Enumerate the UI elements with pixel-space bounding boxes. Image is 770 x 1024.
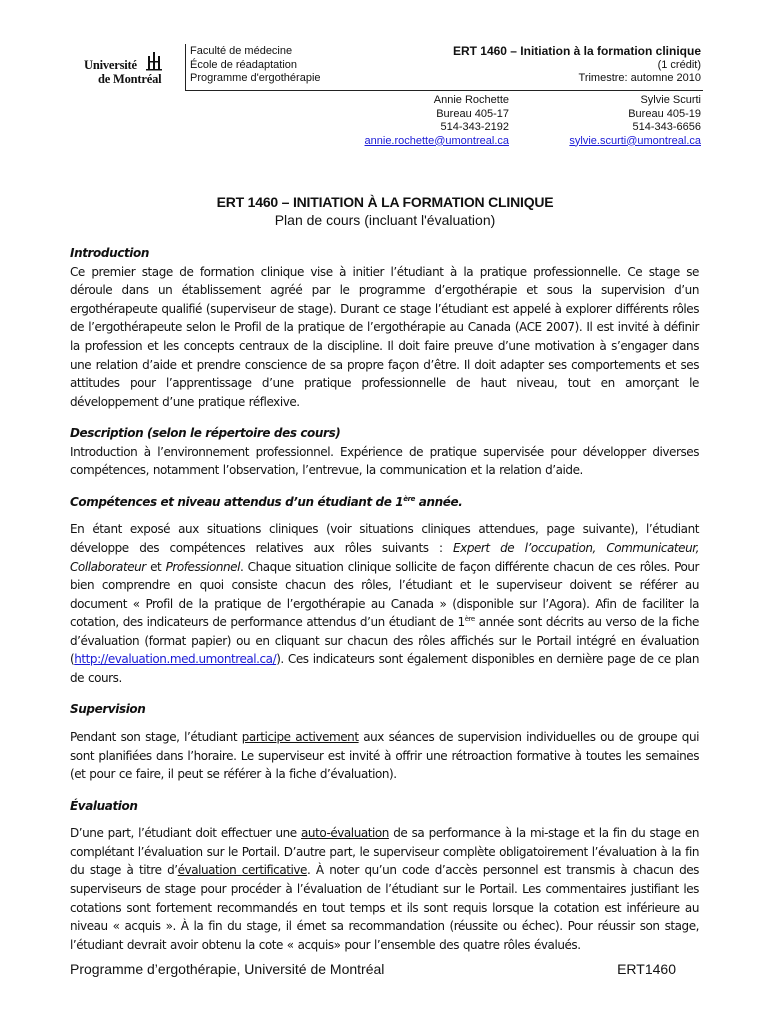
section-heading-introduction: Introduction bbox=[70, 246, 149, 260]
course-header-title: ERT 1460 – Initiation à la formation clinique bbox=[452, 44, 701, 58]
contact-office: Bureau 405-19 bbox=[628, 107, 701, 120]
document-body bbox=[70, 244, 699, 954]
course-term: Trimestre: automne 2010 bbox=[578, 72, 701, 84]
contact-office: Bureau 405-17 bbox=[436, 107, 509, 120]
evaluation-portal-link[interactable]: http://evaluation.med.umontreal.ca/ bbox=[74, 652, 277, 667]
competences-paragraph: En étant exposé aux situations cliniques (voir situations cliniques attendues, page suivante), l’étudiant développe des compétences relatives aux rôles suivants : Expert de l’occupation, Communicateur, Collaborateur et Professionnel. Chaque situation clinique sollicite de façon différente chacun de ces rôles. Pour bien comprendre en quoi consiste chacun des rôles, l’étudiant et le superviseur doivent se référer au document « Profil de la pratique de l’ergothérapie au Canada » (disponible sur l’Agora). Afin de faciliter la cotation, des indicateurs de performance attendus d’un étudiant de 1ère année sont décrits au verso de la fiche d’évaluation (format papier) ou en cliquant sur chacun des rôles affichés sur le Portail intégré en évaluation (http://evaluation.med.umontreal.ca/). Ces indicateurs sont également disponibles en dernière page de ce plan de cours. bbox=[70, 522, 699, 686]
section-heading-description: Description (selon le répertoire des cours) bbox=[70, 426, 341, 441]
section-heading-competences: Compétences et niveau attendus d’un étudiant de 1ère année. bbox=[70, 494, 463, 509]
contact-email-link[interactable]: annie.rochette@umontreal.ca bbox=[364, 134, 509, 147]
contact-name: Annie Rochette bbox=[433, 94, 509, 106]
introduction-paragraph: Ce premier stage de formation clinique vise à initier l’étudiant à la pratique professionnelle. Ce stage se déroule dans un établissement agréé par le programme d’ergothérapie et sous la supervision d’un ergothérapeute qualifié (superviseur de stage). Durant ce stage l’étudiant est appelé à explorer différents rôles de l’ergothérapeute selon le Profil de la pratique de l’ergothérapie au Canada (ACE 2007). Il est invité à définir la profession et les concepts centraux de la discipline. Il doit faire preuve d’une motivation à s’engager dans une relation d’aide et prendre conscience de sa propre façon d’être. Il doit adapter ses comportements et ses attitudes pour l’apprentissage d’une pratique professionnelle de haut niveau, tout en amorçant le développement d’une pratique réflexive. bbox=[70, 264, 699, 409]
university-emblem-icon bbox=[146, 52, 168, 72]
section-heading-supervision: Supervision bbox=[70, 702, 146, 717]
contact-name: Sylvie Scurti bbox=[640, 94, 701, 106]
header-horizontal-rule bbox=[185, 90, 703, 91]
school-name: École de réadaptation bbox=[190, 58, 298, 71]
program-name: Programme d'ergothérapie bbox=[190, 72, 321, 84]
faculty-name: Faculté de médecine bbox=[190, 45, 293, 57]
evaluation-paragraph: D’une part, l’étudiant doit effectuer une auto-évaluation de sa performance à la mi-stage et la fin du stage en complétant l’évaluation sur le Portail. D’autre part, le superviseur complète obligatoirement l’évaluation à la fin du stage à titre d’évaluation certificative. À noter qu’un code d’accès personnel est transmis à chacun des superviseurs de stage pour procéder à l’évaluation de l’étudiant sur le Portail. Les commentaires justifiant les cotations sont fortement recommandés en tout temps et ils sont requis lorsque la cotation est inférieure au niveau « acquis ». À la fin du stage, il émet sa recommandation (réussite ou échec). Pour réussir son stage, l’étudiant devrait avoir obtenu la cote « acquis» pour l’ensemble des quatre rôles évalués. bbox=[70, 826, 699, 952]
university-name-line1: Université bbox=[84, 58, 137, 72]
supervision-paragraph: Pendant son stage, l’étudiant participe activement aux séances de supervision individuelles ou de groupe qui sont planifiées dans l’horaire. Le superviseur est invité à offrir une rétroaction formative à toutes les semaines (et pour ce faire, il peut se référer à la fiche d’évaluation). bbox=[70, 730, 699, 782]
contact-email-link[interactable]: sylvie.scurti@umontreal.ca bbox=[569, 134, 701, 147]
contact-phone: 514-343-2192 bbox=[440, 121, 509, 133]
footer-program: Programme d’ergothérapie, Université de Montréal bbox=[70, 961, 385, 977]
department-block bbox=[190, 45, 321, 86]
document-title: ERT 1460 – INITIATION À LA FORMATION CLINIQUE bbox=[216, 194, 554, 210]
contact-phone: 514-343-6656 bbox=[632, 121, 701, 133]
section-heading-evaluation: Évaluation bbox=[70, 798, 138, 813]
contact-card-2 bbox=[569, 94, 701, 148]
course-credits: (1 crédit) bbox=[657, 58, 701, 71]
document-subtitle: Plan de cours (incluant l'évaluation) bbox=[274, 212, 496, 228]
university-name-line2: de Montréal bbox=[98, 72, 162, 86]
header-vertical-rule bbox=[185, 44, 186, 90]
footer-course-code: ERT1460 bbox=[617, 961, 676, 977]
university-logo bbox=[82, 52, 172, 88]
contact-card-1 bbox=[365, 94, 509, 148]
course-header bbox=[453, 45, 701, 86]
description-paragraph: Introduction à l’environnement professionnel. Expérience de pratique supervisée pour développer diverses compétences, notamment l’observation, l’entrevue, la communication et la relation d’aide. bbox=[70, 444, 699, 478]
